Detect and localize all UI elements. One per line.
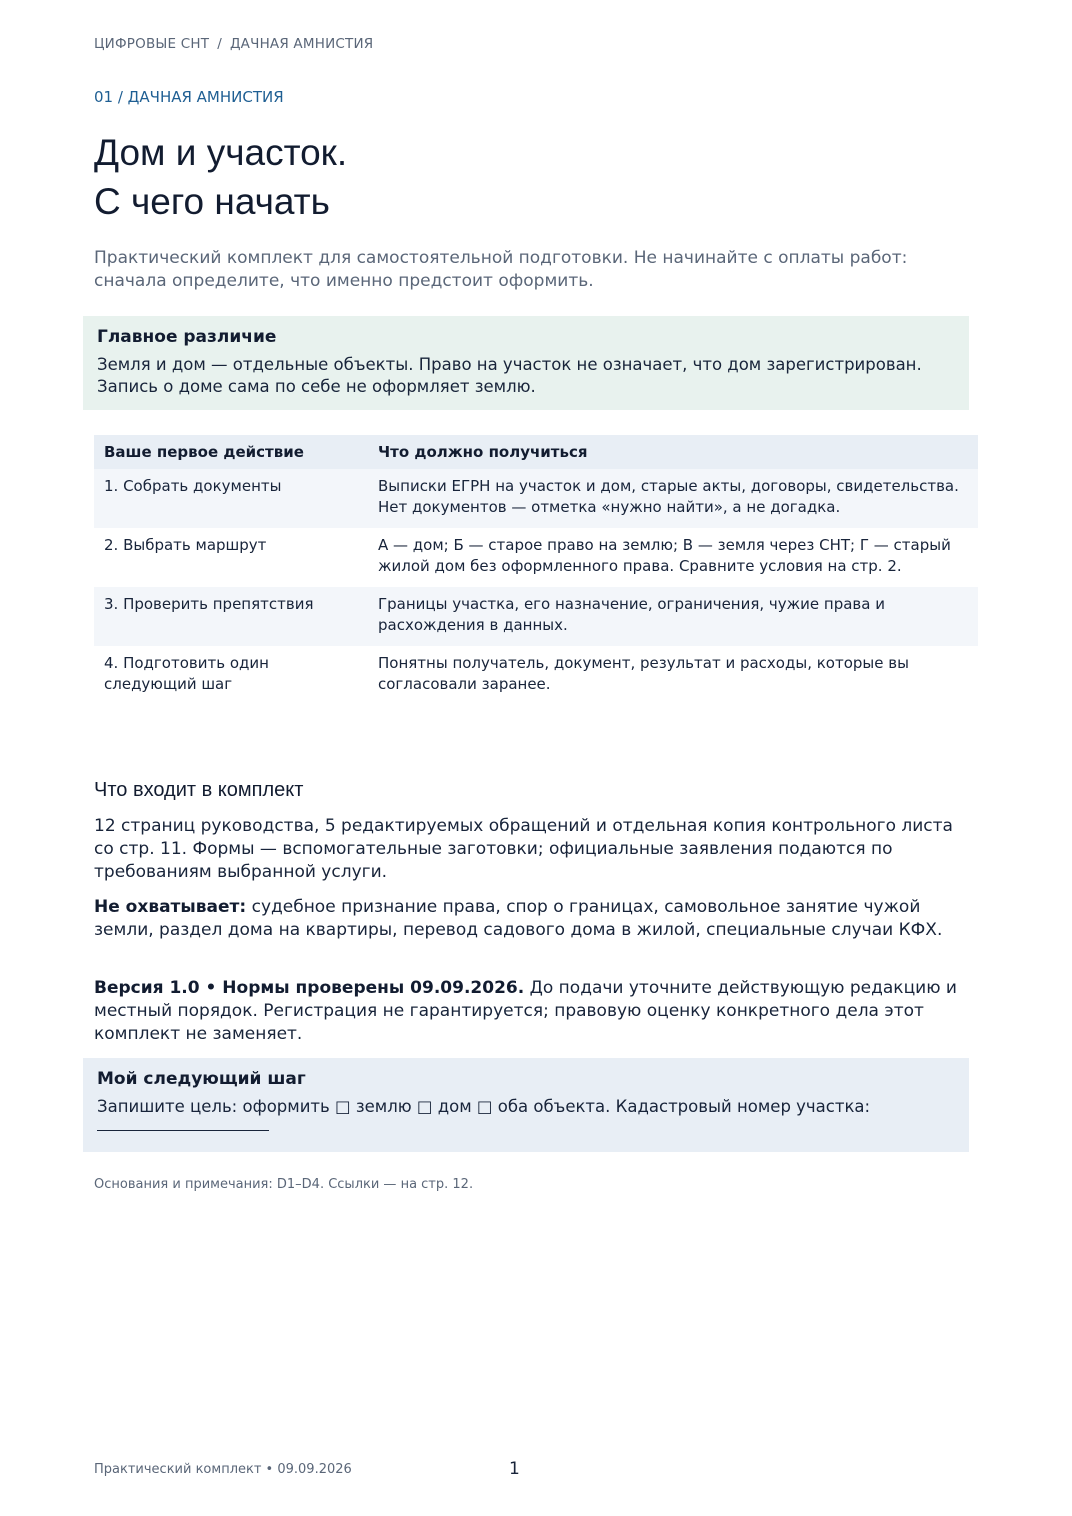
lead-paragraph: Практический комплект для самостоятельной подготовки. Не начинайте с оплаты работ: сначала определите, что именно предстоит оформить. bbox=[94, 248, 908, 291]
next-step-callout bbox=[83, 1058, 969, 1152]
table-cell-action: 2. Выбрать маршрут bbox=[104, 536, 267, 554]
page-title bbox=[94, 128, 347, 226]
main-difference-callout bbox=[83, 316, 969, 410]
first-steps-table bbox=[94, 435, 978, 705]
table-cell-action: 3. Проверить препятствия bbox=[94, 587, 368, 646]
table-header-result: Что должно получиться bbox=[368, 435, 978, 469]
not-covered-text: судебное признание права, спор о границах, самовольное занятие чужой земли, раздел дома на квартиры, перевод садового дома в жилой, специальные случаи КФХ. bbox=[94, 897, 943, 940]
table-header-row bbox=[94, 435, 978, 469]
table-row bbox=[94, 528, 978, 587]
breadcrumb-separator: / bbox=[217, 36, 222, 52]
next-step-body bbox=[97, 1096, 955, 1131]
next-step-text: Запишите цель: оформить □ землю □ дом □ оба объекта. Кадастровый номер участка: bbox=[97, 1097, 871, 1116]
kit-heading: Что входит в комплект bbox=[94, 779, 304, 801]
breadcrumb-item-current: ДАЧНАЯ АМНИСТИЯ bbox=[229, 36, 374, 52]
table-row bbox=[94, 469, 978, 528]
cadastral-number-blank-line[interactable] bbox=[97, 1130, 269, 1131]
page-number: 1 bbox=[509, 1459, 520, 1479]
breadcrumb bbox=[94, 36, 373, 52]
table-cell-action: 4. Подготовить один следующий шаг bbox=[104, 654, 269, 693]
page-title-line-2: С чего начать bbox=[94, 181, 330, 222]
kit-description: 12 страниц руководства, 5 редактируемых обращений и отдельная копия контрольного листа со стр. 11. Формы — вспомогательные заготовки; официальные заявления подаются по требованиям выбранной услуги. bbox=[94, 816, 953, 882]
version-label: Версия 1.0 • Нормы проверены 09.09.2026. bbox=[94, 978, 525, 998]
version-text: До подачи уточните действующую редакцию и местный порядок. Регистрация не гарантируется; правовую оценку конкретного дела этот комплект не заменяет. bbox=[94, 978, 957, 1044]
breadcrumb-item-site[interactable]: ЦИФРОВЫЕ СНТ bbox=[94, 36, 210, 52]
table-cell-result: Понятны получатель, документ, результат и расходы, которые вы согласовали заранее. bbox=[378, 654, 909, 693]
not-covered-paragraph bbox=[94, 896, 978, 942]
footer-text: Практический комплект • 09.09.2026 bbox=[94, 1462, 352, 1477]
next-step-title: Мой следующий шаг bbox=[97, 1069, 306, 1089]
table-cell-result: Границы участка, его назначение, ограничения, чужие права и расхождения в данных. bbox=[368, 587, 978, 646]
section-label: 01 / ДАЧНАЯ АМНИСТИЯ bbox=[94, 88, 284, 106]
callout-title: Главное различие bbox=[97, 327, 277, 347]
not-covered-label: Не охватывает: bbox=[94, 897, 247, 917]
table-row bbox=[94, 646, 978, 705]
table-cell-result: А — дом; Б — старое право на землю; В — земля через СНТ; Г — старый жилой дом без оформленного права. Сравните условия на стр. 2. bbox=[378, 536, 951, 575]
table-row bbox=[94, 587, 978, 646]
table-header-action: Ваше первое действие bbox=[94, 435, 368, 469]
notes-footnote: Основания и примечания: D1–D4. Ссылки — на стр. 12. bbox=[94, 1177, 474, 1192]
table-cell-result: Выписки ЕГРН на участок и дом, старые акты, договоры, свидетельства. Нет документов — отметка «нужно найти», а не догадка. bbox=[368, 469, 978, 528]
version-paragraph bbox=[94, 977, 978, 1046]
page-title-line-1: Дом и участок. bbox=[94, 132, 348, 173]
callout-body: Земля и дом — отдельные объекты. Право на участок не означает, что дом зарегистрирован. Запись о доме сама по себе не оформляет землю. bbox=[97, 355, 922, 396]
table-cell-action: 1. Собрать документы bbox=[94, 469, 368, 528]
